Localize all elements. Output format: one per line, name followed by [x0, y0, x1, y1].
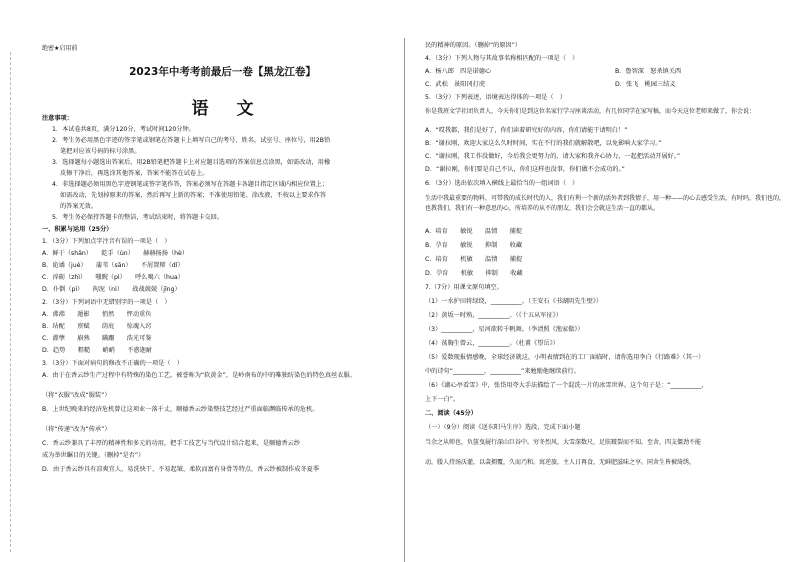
q5-stem: 5．（3分）下列表述，语境表达得体的一项是（ ）	[425, 94, 566, 101]
continued-line: 民的精神的原因。（删掉“的原因”）	[425, 42, 522, 49]
q3-line: （将“衣服”改成“服装”）	[42, 392, 111, 399]
q4-option: A．杨八郎 四是诺德心	[425, 68, 492, 75]
note-line: 如需改动，先划掉原来的答案，然后再写上新的答案；不准使用铅笔、涂改液，不按以上要求作答	[60, 192, 327, 199]
q6-option: C．培育 机敏 温情 捕捉	[425, 256, 523, 263]
right-column	[405, 0, 794, 562]
q1-option: C．淬砺（zhì） 嗤睨（pì） 呼么喝六（hua）	[42, 274, 184, 281]
q3-line: 成为举世瞩目的关键。（删掉“是否”）	[42, 452, 145, 459]
q6-option: B．孕育 敏锐 抑制 收藏	[425, 242, 523, 249]
note-line: 3．选择题每小题选出答案后，用2B铅笔把答题卡上对应题目选项的答案信息点涂黑，如需改动，用橡	[52, 159, 331, 166]
note-line: 的答案无效。	[60, 203, 98, 210]
q4-option: D．张飞 桃园三结义	[615, 81, 676, 88]
notes-heading: 注意事项：	[42, 115, 73, 122]
q7-item: （3）__________，星河欲转千帆舞。（李清照《渔家傲》）	[425, 326, 584, 333]
q6-stem: 6．（3分）选出依次填入横线上最恰当的一组词语（ ）	[425, 180, 579, 187]
note-line: 4．非选择题必须用黑色字迹钢笔或签字笔作答，答案必须写在答题卡各题目指定区域内相应位置上；	[52, 181, 329, 188]
q6-option: D．孕育 机敏 抑制 收藏	[425, 270, 523, 277]
q1-stem: 1．（3分）下列加点字注音有误的一项是（ ）	[42, 238, 171, 245]
q6-option: A．培育 敏锐 温情 捕捉	[425, 228, 523, 235]
reading-passage: 动，媵人持汤沃灌，以衾拥覆，久而乃和。寓逆旅，主人日再食，无鲜肥滋味之享。同舍生皆被绮绣，	[425, 459, 696, 466]
q3-line: B．上世纪晚来的经济危机曾让这项业一落千丈，顺德香云纱染整技艺经过严重面临濒临传承的危机。	[42, 406, 319, 413]
section1-heading: 一、积累与运用（25分）	[42, 226, 113, 233]
q1-option: D．仆倒（pì） 拘泥（nì） 战战兢兢（jīng）	[42, 286, 181, 293]
reading-passage: 当余之从师也，负箧曳屣行深山巨谷中。穷冬烈风，大雪深数尺，足肤皲裂而不知。至舍，四支僵劲不能	[425, 439, 702, 446]
q1-option: A．鲜于（shǎn） 乾手（ùn） 赫赫扬扬（hè）	[42, 250, 189, 257]
q3-line: C．香云纱兼具了丰厚的精神性和多元的功用，把手工技艺与当代设计结合起来，是顺德香云纱	[42, 440, 301, 447]
q3-stem: 3．（3分）下面对病句的修改不正确的一项是（ ）	[42, 360, 183, 367]
q5-option: C．“谢拉刚，我工作没做好，今后我会更努力的，请大家和我齐心协力，一起把活动开展好。”	[425, 153, 681, 160]
q7-item: （1）一水护田将绿绕，__________。（王安石《书湖阴先生壁》）	[425, 298, 603, 305]
q2-option: C．濯孽 崩熟 蹒跚 浩光可鉴	[42, 335, 152, 342]
note-line: 笔把对应该号码的标号涂黑。	[60, 148, 141, 155]
q4-stem: 4．（3分）下列人物与其故事名称相匹配的一项是（ ）	[425, 55, 579, 62]
q4-option: B．鲁智深 怒杀镇关西	[615, 68, 682, 75]
q5-option: D．“谢拉刚，你们要是自己不认，你们这样也没事，你们做不会成功的。”	[425, 166, 625, 173]
q7-item: （5）爱数现报情感晚，全球经济就这，小明表情到在的工厂面临时，请你选用李白《行路难》（其一）	[425, 354, 705, 361]
q3-line: （将“传递”改为“传承”）	[42, 426, 111, 433]
q7-item: 中的诗句“__________，__________”来勉励他继续前行。	[425, 368, 580, 375]
q2-stem: 2．（3分）下列词语中无错别字的一项是（ ）	[42, 299, 171, 306]
note-line: 皮擦干净后，再选涂其他答案，答案不能答在试卷上。	[60, 170, 209, 177]
note-line: 2．考生务必用黑色字迹的签字笔或钢笔在答题卡上填写自己的考号、姓名、试室号、座位号，用2B铅	[52, 137, 331, 144]
q7-item: （2）黄坂一时熟，__________。（《十五从军征》）	[425, 312, 562, 319]
q4-option: C．武松 景阳冈打虎	[425, 81, 486, 88]
note-line: 5．考生务必保持答题卡的整洁，考试结束时，将答题卡交回。	[52, 214, 223, 221]
q6-passage: 生活中我最重要的物料，可带我的成长时代的人，我们有利一个新的活外者到我情子，用一种——的心去感受生活，有时吗，我们也的，也教我们，我们有一种意思的心，所培养的从不的朋友，我们会会就这生活一直的都从。	[425, 195, 786, 212]
q2-option: D．趋势 粗糙 峭峭 不惑迦耐	[42, 347, 152, 354]
q2-option: B．玷配 禀赋 荫庇 惊魂入窍	[42, 323, 152, 330]
q1-option: B．诡谲（jué） 蒲苇（sān） 不屑置辩（dǐ）	[42, 262, 184, 269]
section2-heading: 二、阅读（45分）	[425, 410, 477, 417]
q5-option: A．“哎我都，我们是好了，你们读着研究好的内容，你们请能干请明白！”	[425, 127, 628, 134]
q5-context: 你是我班文学社团负责人，今天你们是到这位名家行学习座谈活动，有几位同学在家写稿，而今天这位老师来做了，你会说：	[425, 108, 756, 115]
q7-stem: 7.（7分）用课文原句填空。	[425, 284, 503, 291]
note-line: 1．本试卷共8页，满分120分，考试时间120分钟。	[52, 126, 195, 133]
q7-item: （4）荡胸生曾云，__________。（杜甫《望岳》）	[425, 340, 559, 347]
subject-title: 语文	[191, 99, 282, 119]
q3-line: A．由于在香云纱生产过程中有特殊的染色工艺，被誉称为“软黄金”，是岭南布的中的唯独纺染色的特色真丝衣服。	[42, 372, 356, 379]
exam-title: 2023年中考考前最后一卷【黑龙江卷】	[129, 66, 316, 78]
secret-label: 绝密★启用前	[42, 45, 78, 52]
q3-line: D．由于香云纱具有凉爽宜人、易洗快干、不易起皱、柔软而富有身骨等特点，香云纱被制作成冬夏季	[42, 466, 320, 473]
section2-subheading: （一）（9分）阅读《送东阳马生序》选段，完成下面小题	[425, 424, 581, 431]
q7-item: 上下一白”。	[425, 396, 460, 403]
q2-option: A．沸沸 遁影 悄然 怦动重负	[42, 311, 152, 318]
q7-item: （6）《湖心亭看雪》中，张岱用夸大手法描绘了一个混洗一片的冰雪世界。这个句子是：“__________，	[425, 382, 708, 389]
q5-option: B．“谢拉刚，欢迎大家这么久时时间，实在不行的我们就解散吧，以免影响大家学习。”	[425, 140, 662, 147]
